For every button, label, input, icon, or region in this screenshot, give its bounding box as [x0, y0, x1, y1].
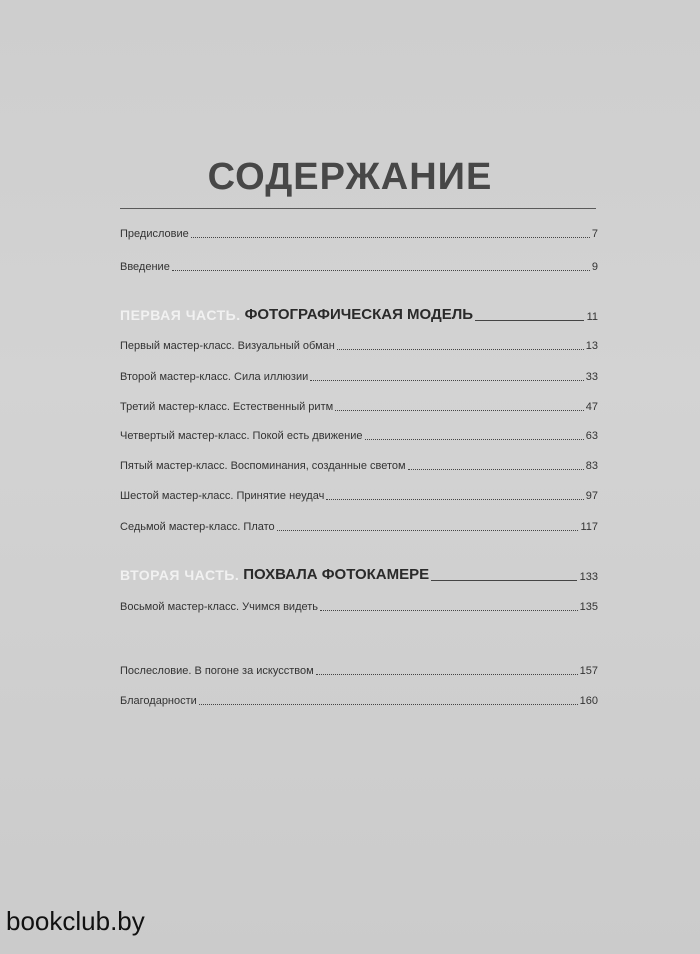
- toc-entry-introduction[interactable]: [120, 261, 598, 273]
- rule-leader: [431, 579, 576, 581]
- toc-entry-afterword[interactable]: [120, 665, 598, 677]
- toc-entry-label: Предисловие: [120, 228, 189, 240]
- toc-entry-label: Послесловие. В погоне за искусством: [120, 665, 314, 677]
- dot-leader: [408, 468, 584, 470]
- toc-entry-page: 117: [580, 521, 598, 533]
- toc-entry-page: 83: [585, 460, 598, 472]
- toc-entry[interactable]: [120, 460, 598, 472]
- toc-entry-page: 135: [579, 601, 598, 613]
- toc-entry[interactable]: [120, 340, 598, 352]
- toc-entry-page: 160: [579, 695, 598, 707]
- toc-entry-page: 9: [591, 261, 598, 273]
- toc-entry-label: Благодарности: [120, 695, 197, 707]
- toc-entry-preface[interactable]: [120, 228, 598, 240]
- toc-entry-label: Введение: [120, 261, 170, 273]
- toc-entry-page: 13: [585, 340, 598, 352]
- toc-entry-label: Восьмой мастер-класс. Учимся видеть: [120, 601, 319, 613]
- toc-entry-label: Пятый мастер-класс. Воспоминания, созданные светом: [120, 460, 406, 472]
- toc-entry-acknowledgements[interactable]: [120, 695, 598, 707]
- dot-leader: [172, 269, 590, 271]
- toc-entry[interactable]: [120, 401, 598, 413]
- toc-entry-page: 97: [585, 490, 598, 502]
- dot-leader: [365, 438, 584, 440]
- part-title: ПОХВАЛА ФОТОКАМЕРЕ: [243, 566, 430, 583]
- toc-entry-label: Седьмой мастер-класс. Плато: [120, 521, 275, 533]
- toc-entry-page: 157: [579, 665, 598, 677]
- toc-entry-label: Третий мастер-класс. Естественный ритм: [120, 401, 334, 413]
- toc-entry-label: Шестой мастер-класс. Принятие неудач: [120, 490, 325, 502]
- part-title: ФОТОГРАФИЧЕСКАЯ МОДЕЛЬ: [244, 306, 474, 323]
- toc-entry-page: 7: [591, 228, 598, 240]
- toc-entry-page: 33: [585, 371, 598, 383]
- part-page: 11: [586, 311, 598, 323]
- part-label: ВТОРАЯ ЧАСТЬ.: [120, 567, 240, 583]
- dot-leader: [335, 409, 584, 411]
- dot-leader: [326, 498, 583, 500]
- toc-entry-page: 63: [585, 430, 598, 442]
- toc-part-1[interactable]: [120, 306, 598, 323]
- toc-entry-label: Второй мастер-класс. Сила иллюзии: [120, 371, 309, 383]
- toc-entry[interactable]: [120, 371, 598, 383]
- page-title: СОДЕРЖАНИЕ: [207, 156, 493, 198]
- toc-entry-label: Четвертый мастер-класс. Покой есть движение: [120, 430, 363, 442]
- toc-entry-page: 47: [585, 401, 598, 413]
- toc-entry[interactable]: [120, 490, 598, 502]
- dot-leader: [199, 703, 578, 705]
- rule-leader: [475, 319, 584, 321]
- title-rule: [120, 208, 596, 209]
- dot-leader: [310, 379, 583, 381]
- watermark: bookclub.by: [6, 906, 145, 936]
- toc-entry[interactable]: [120, 601, 598, 613]
- dot-leader: [337, 348, 584, 350]
- part-label: ПЕРВАЯ ЧАСТЬ.: [120, 307, 241, 323]
- dot-leader: [316, 673, 578, 675]
- part-page: 133: [579, 571, 598, 583]
- dot-leader: [277, 529, 579, 531]
- toc-part-2[interactable]: [120, 566, 598, 583]
- dot-leader: [320, 609, 578, 611]
- dot-leader: [191, 236, 590, 238]
- toc-entry-label: Первый мастер-класс. Визуальный обман: [120, 340, 335, 352]
- toc-entry[interactable]: [120, 430, 598, 442]
- toc-entry[interactable]: [120, 521, 598, 533]
